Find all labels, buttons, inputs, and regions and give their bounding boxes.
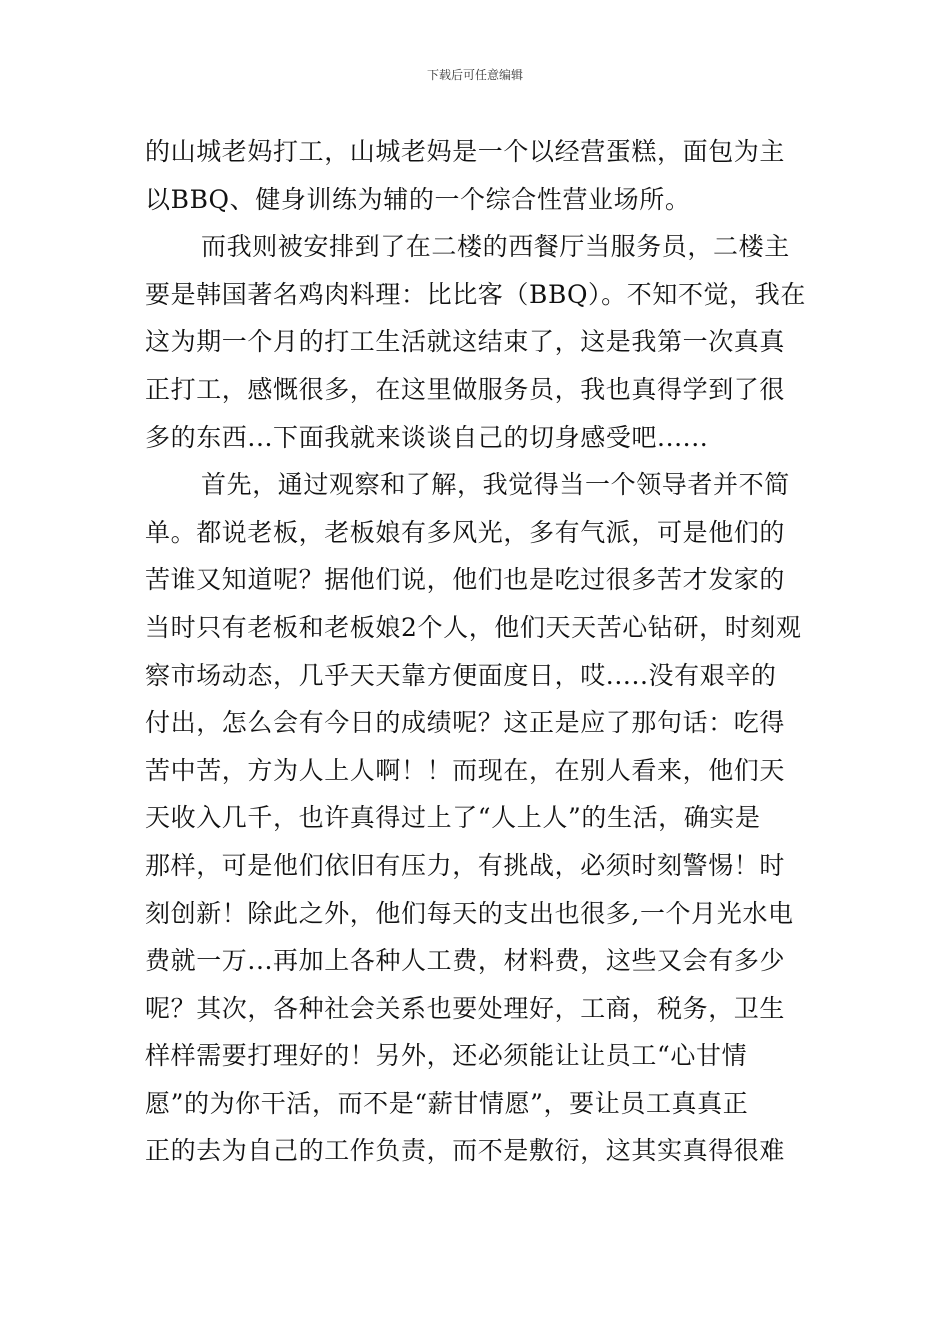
text-line: 呢？其次，各种社会关系也要处理好，工商，税务，卫生 — [145, 993, 786, 1023]
text-line: 察市场动态，几乎天天靠方便面度日，哎.....没有艰辛的 — [145, 660, 777, 690]
text-line: 多的东西...下面我就来谈谈自己的切身感受吧...... — [145, 422, 709, 452]
text-line: 那样，可是他们依旧有压力，有挑战，必须时刻警惕！时 — [145, 850, 786, 880]
text-line: 愿”的为你干活，而不是“薪甘情愿”，要让员工真真正 — [145, 1088, 749, 1118]
text-line: 这为期一个月的打工生活就这结束了，这是我第一次真真 — [145, 327, 786, 357]
text-line: 当时只有老板和老板娘2个人，他们天天苦心钻研，时刻观 — [145, 612, 802, 642]
document-body — [145, 128, 810, 1175]
text-line: 苦谁又知道呢？据他们说，他们也是吃过很多苦才发家的 — [145, 565, 786, 595]
text-line: 苦中苦，方为人上人啊！！而现在，在别人看来，他们天 — [145, 755, 786, 785]
text-line: 单。都说老板，老板娘有多风光，多有气派，可是他们的 — [145, 517, 786, 547]
text-line: 以BBQ、健身训练为辅的一个综合性营业场所。 — [145, 184, 691, 214]
text-line: 要是韩国著名鸡肉料理：比比客（BBQ）。不知不觉，我在 — [145, 279, 806, 309]
text-line: 天收入几千，也许真得过上了“人上人”的生活，确实是 — [145, 803, 761, 833]
text-line: 的山城老妈打工，山城老妈是一个以经营蛋糕，面包为主 — [145, 137, 786, 166]
text-line: 样样需要打理好的！另外，还必须能让让员工“心甘情 — [145, 1041, 748, 1071]
text-line: 刻创新！除此之外，他们每天的支出也很多,一个月光水电 — [145, 898, 794, 928]
text-line: 正打工，感慨很多，在这里做服务员，我也真得学到了很 — [145, 374, 786, 404]
text-line: 而我则被安排到了在二楼的西餐厅当服务员，二楼主 — [201, 232, 790, 262]
header-note: 下载后可任意编辑 — [426, 68, 523, 82]
text-line: 正的去为自己的工作负责，而不是敷衍，这其实真得很难 — [145, 1136, 786, 1166]
text-line: 付出，怎么会有今日的成绩呢？这正是应了那句话：吃得 — [145, 708, 786, 738]
text-line: 费就一万...再加上各种人工费，材料费，这些又会有多少 — [145, 946, 786, 976]
text-line: 首先，通过观察和了解，我觉得当一个领导者并不简 — [201, 470, 790, 500]
